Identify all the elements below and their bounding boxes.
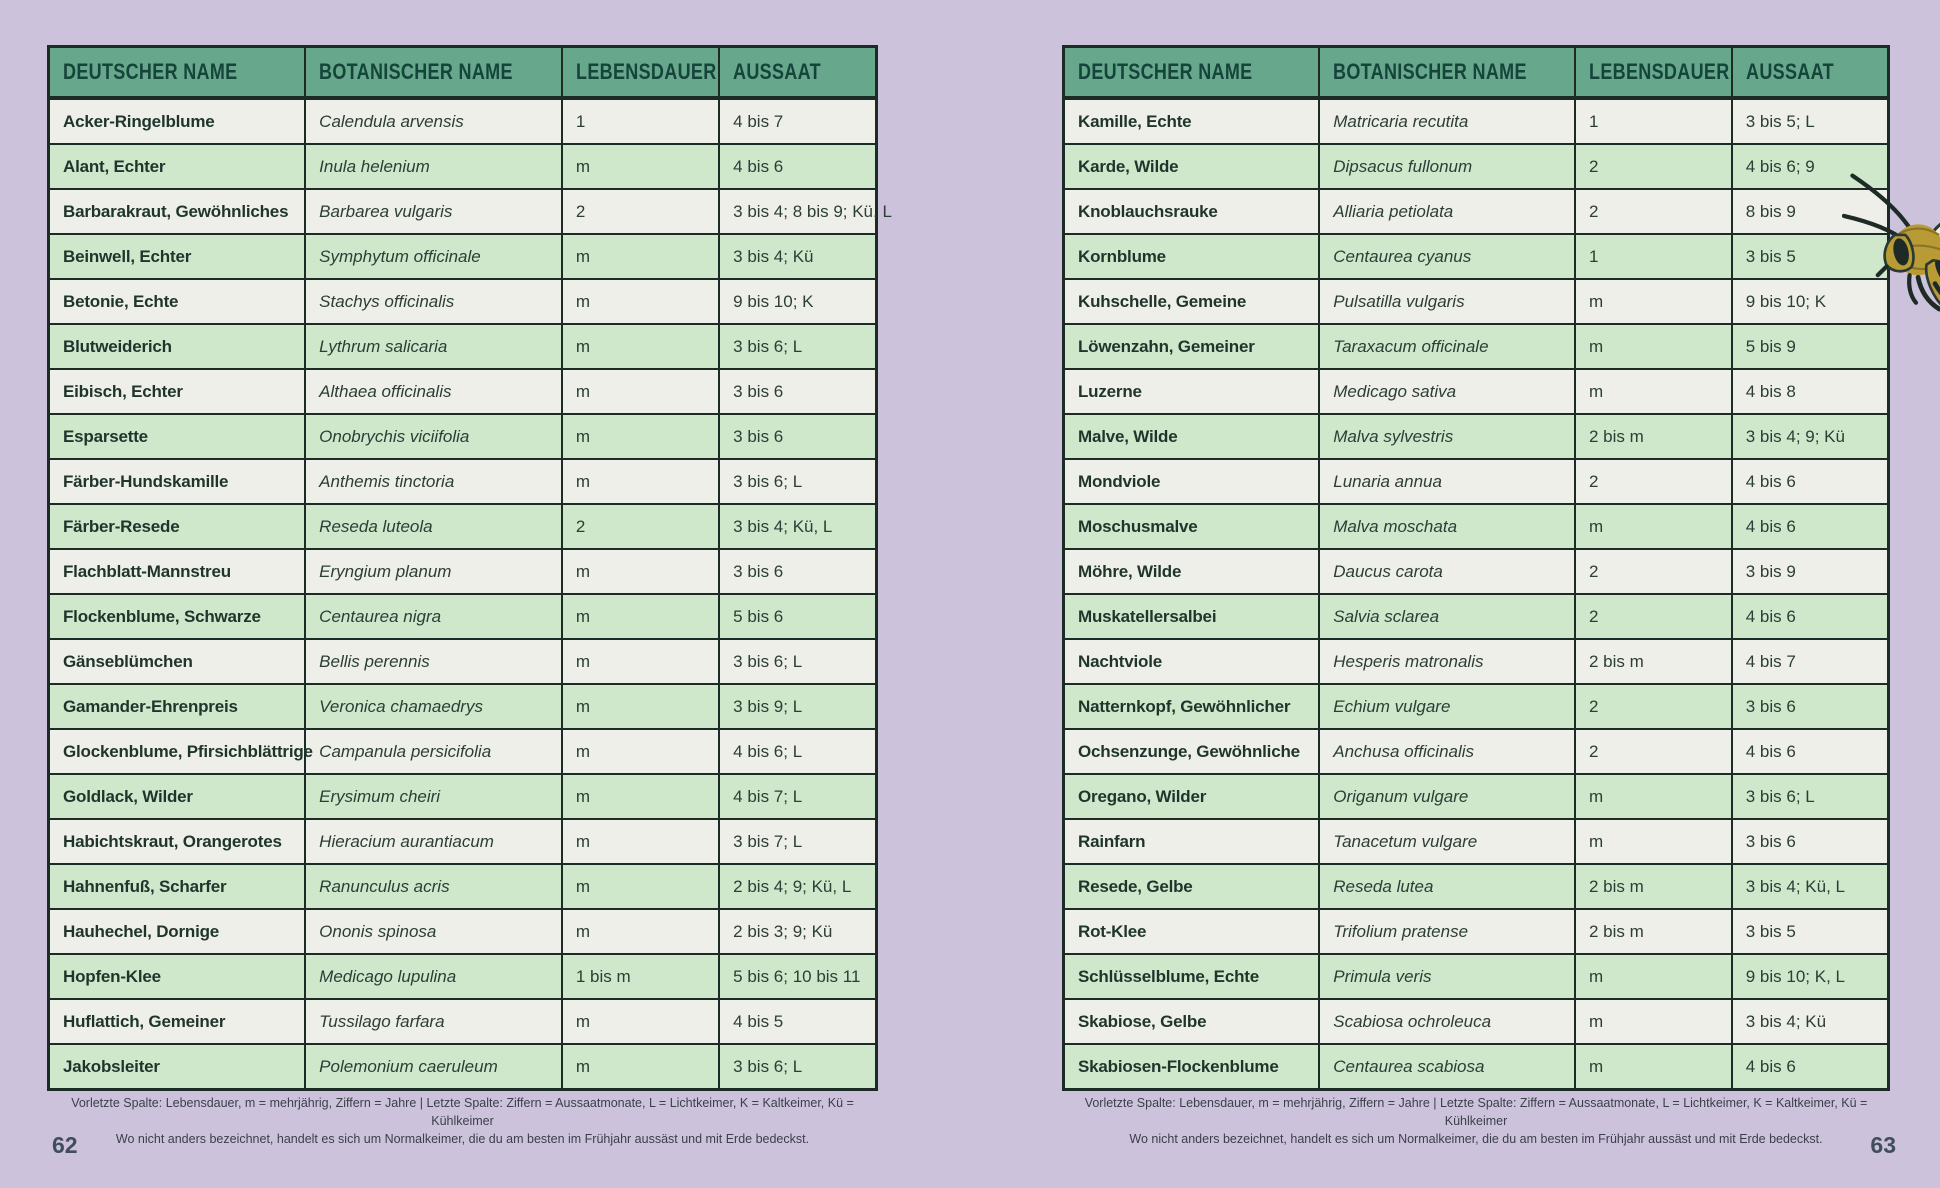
table-row <box>49 324 877 369</box>
footnote-line2: Wo nicht anders bezeichnet, handelt es sich um Normalkeimer, die du am besten im Frühjahr aussäst und mit Erde bedeckst. <box>115 1132 810 1147</box>
table-header-row <box>49 47 877 99</box>
cell-botanical-name: Campanula persicifolia <box>305 729 562 774</box>
cell-aussaat: 3 bis 9; L <box>719 684 876 729</box>
column-header: LEBENSDAUER <box>1575 47 1732 99</box>
cell-lebensdauer: m <box>562 729 719 774</box>
table-row <box>1064 1044 1889 1090</box>
cell-botanical-name: Erysimum cheiri <box>305 774 562 819</box>
cell-botanical-name: Dipsacus fullonum <box>1319 144 1575 189</box>
cell-aussaat: 9 bis 10; K, L <box>1732 954 1889 999</box>
cell-botanical-name: Centaurea scabiosa <box>1319 1044 1575 1090</box>
table-row <box>49 144 877 189</box>
plant-table-left <box>47 45 892 1091</box>
cell-botanical-name: Malva moschata <box>1319 504 1575 549</box>
cell-lebensdauer: 1 bis m <box>562 954 719 999</box>
table-row <box>49 98 877 144</box>
cell-aussaat: 2 bis 4; 9; Kü, L <box>719 864 876 909</box>
table-row <box>49 549 877 594</box>
table-row <box>1064 684 1889 729</box>
cell-botanical-name: Origanum vulgare <box>1319 774 1575 819</box>
cell-botanical-name: Polemonium caeruleum <box>305 1044 562 1090</box>
cell-botanical-name: Tussilago farfara <box>305 999 562 1044</box>
cell-lebensdauer: m <box>562 639 719 684</box>
cell-aussaat: 3 bis 4; 9; Kü <box>1732 414 1889 459</box>
table-row <box>1064 999 1889 1044</box>
cell-aussaat: 4 bis 6 <box>719 144 876 189</box>
cell-german-name: Hauhechel, Dornige <box>49 909 306 954</box>
cell-aussaat: 4 bis 6 <box>1732 504 1889 549</box>
cell-german-name: Flockenblume, Schwarze <box>49 594 306 639</box>
table-row <box>49 954 877 999</box>
cell-german-name: Gänseblümchen <box>49 639 306 684</box>
cell-botanical-name: Daucus carota <box>1319 549 1575 594</box>
cell-lebensdauer: m <box>1575 369 1732 414</box>
cell-german-name: Hahnenfuß, Scharfer <box>49 864 306 909</box>
page-number-right: 63 <box>1870 1132 1896 1158</box>
cell-german-name: Blutweiderich <box>49 324 306 369</box>
cell-aussaat: 4 bis 6 <box>1732 729 1889 774</box>
cell-botanical-name: Malva sylvestris <box>1319 414 1575 459</box>
cell-german-name: Rainfarn <box>1064 819 1320 864</box>
footnote-line1: Vorletzte Spalte: Lebensdauer, m = mehrjährig, Ziffern = Jahre | Letzte Spalte: Ziffern = Aussaatmonate, L = Lichtkeimer, K = Kaltkeimer, Kü = Kühlkeimer <box>71 1096 854 1129</box>
table-row <box>1064 819 1889 864</box>
cell-aussaat: 9 bis 10; K <box>1732 279 1889 324</box>
cell-aussaat: 2 bis 3; 9; Kü <box>719 909 876 954</box>
footnote-line1: Vorletzte Spalte: Lebensdauer, m = mehrjährig, Ziffern = Jahre | Letzte Spalte: Ziffern = Aussaatmonate, L = Lichtkeimer, K = Kaltkeimer, Kü = Kühlkeimer <box>1084 1096 1868 1129</box>
cell-german-name: Natternkopf, Gewöhnlicher <box>1064 684 1320 729</box>
cell-lebensdauer: 2 <box>1575 684 1732 729</box>
cell-aussaat: 4 bis 6; L <box>719 729 876 774</box>
cell-lebensdauer: 1 <box>562 98 719 144</box>
cell-aussaat: 4 bis 6 <box>1732 1044 1889 1090</box>
table-row <box>1064 369 1889 414</box>
cell-german-name: Karde, Wilde <box>1064 144 1320 189</box>
cell-aussaat: 3 bis 4; Kü <box>1732 999 1889 1044</box>
cell-german-name: Hopfen-Klee <box>49 954 306 999</box>
cell-aussaat: 3 bis 6; L <box>719 459 876 504</box>
cell-german-name: Möhre, Wilde <box>1064 549 1320 594</box>
cell-botanical-name: Centaurea nigra <box>305 594 562 639</box>
cell-aussaat: 3 bis 6 <box>719 369 876 414</box>
cell-botanical-name: Onobrychis viciifolia <box>305 414 562 459</box>
table-row <box>49 864 877 909</box>
cell-aussaat: 4 bis 6; 9 <box>1732 144 1889 189</box>
cell-botanical-name: Symphytum officinale <box>305 234 562 279</box>
cell-lebensdauer: m <box>562 369 719 414</box>
table-row <box>49 639 877 684</box>
table-row <box>1064 549 1889 594</box>
table-row <box>49 1044 877 1090</box>
cell-aussaat: 3 bis 7; L <box>719 819 876 864</box>
cell-botanical-name: Ononis spinosa <box>305 909 562 954</box>
cell-botanical-name: Inula helenium <box>305 144 562 189</box>
cell-lebensdauer: m <box>562 594 719 639</box>
table-row <box>1064 324 1889 369</box>
cell-german-name: Schlüsselblume, Echte <box>1064 954 1320 999</box>
cell-aussaat: 8 bis 9 <box>1732 189 1889 234</box>
cell-botanical-name: Veronica chamaedrys <box>305 684 562 729</box>
cell-german-name: Kuhschelle, Gemeine <box>1064 279 1320 324</box>
cell-german-name: Eibisch, Echter <box>49 369 306 414</box>
cell-botanical-name: Reseda lutea <box>1319 864 1575 909</box>
table-row <box>49 594 877 639</box>
cell-aussaat: 3 bis 6; L <box>719 324 876 369</box>
cell-german-name: Muskatellersalbei <box>1064 594 1320 639</box>
cell-aussaat: 4 bis 7; L <box>719 774 876 819</box>
cell-lebensdauer: 2 <box>1575 459 1732 504</box>
cell-german-name: Gamander-Ehrenpreis <box>49 684 306 729</box>
cell-lebensdauer: m <box>1575 774 1732 819</box>
table-row <box>49 459 877 504</box>
column-header: BOTANISCHER NAME <box>1319 47 1575 99</box>
cell-lebensdauer: m <box>562 774 719 819</box>
cell-german-name: Habichtskraut, Orangerotes <box>49 819 306 864</box>
cell-aussaat: 4 bis 6 <box>1732 459 1889 504</box>
cell-german-name: Oregano, Wilder <box>1064 774 1320 819</box>
cell-aussaat: 4 bis 5 <box>719 999 876 1044</box>
cell-lebensdauer: 1 <box>1575 98 1732 144</box>
cell-german-name: Glockenblume, Pfirsichblättrige <box>49 729 306 774</box>
table-row <box>1064 144 1889 189</box>
cell-german-name: Färber-Hundskamille <box>49 459 306 504</box>
cell-lebensdauer: m <box>562 549 719 594</box>
cell-botanical-name: Primula veris <box>1319 954 1575 999</box>
table-row <box>49 414 877 459</box>
cell-german-name: Mondviole <box>1064 459 1320 504</box>
cell-lebensdauer: 1 <box>1575 234 1732 279</box>
cell-lebensdauer: m <box>1575 819 1732 864</box>
cell-aussaat: 3 bis 5 <box>1732 234 1889 279</box>
cell-lebensdauer: m <box>1575 279 1732 324</box>
cell-lebensdauer: 2 <box>1575 549 1732 594</box>
cell-botanical-name: Anchusa officinalis <box>1319 729 1575 774</box>
cell-lebensdauer: m <box>562 459 719 504</box>
cell-botanical-name: Eryngium planum <box>305 549 562 594</box>
cell-german-name: Betonie, Echte <box>49 279 306 324</box>
cell-aussaat: 3 bis 9 <box>1732 549 1889 594</box>
cell-botanical-name: Anthemis tinctoria <box>305 459 562 504</box>
cell-german-name: Moschusmalve <box>1064 504 1320 549</box>
cell-botanical-name: Trifolium pratense <box>1319 909 1575 954</box>
table-row <box>1064 459 1889 504</box>
cell-aussaat: 4 bis 7 <box>719 98 876 144</box>
cell-german-name: Färber-Resede <box>49 504 306 549</box>
cell-german-name: Jakobsleiter <box>49 1044 306 1090</box>
cell-aussaat: 3 bis 4; Kü <box>719 234 876 279</box>
cell-lebensdauer: m <box>1575 954 1732 999</box>
cell-german-name: Nachtviole <box>1064 639 1320 684</box>
cell-lebensdauer: m <box>1575 324 1732 369</box>
column-header: AUSSAAT <box>1732 47 1889 99</box>
cell-aussaat: 3 bis 4; Kü, L <box>1732 864 1889 909</box>
legend-footnote-left <box>47 1094 878 1148</box>
table-row <box>1064 504 1889 549</box>
column-header: LEBENSDAUER <box>562 47 719 99</box>
cell-botanical-name: Stachys officinalis <box>305 279 562 324</box>
table-row <box>49 369 877 414</box>
cell-aussaat: 9 bis 10; K <box>719 279 876 324</box>
table-row <box>1064 234 1889 279</box>
cell-aussaat: 4 bis 8 <box>1732 369 1889 414</box>
cell-botanical-name: Echium vulgare <box>1319 684 1575 729</box>
cell-lebensdauer: m <box>562 279 719 324</box>
cell-lebensdauer: 2 <box>562 189 719 234</box>
cell-aussaat: 3 bis 6 <box>1732 684 1889 729</box>
table-row <box>1064 774 1889 819</box>
table-row <box>1064 909 1889 954</box>
cell-german-name: Skabiosen-Flockenblume <box>1064 1044 1320 1090</box>
cell-lebensdauer: 2 bis m <box>1575 639 1732 684</box>
cell-aussaat: 3 bis 6; L <box>719 639 876 684</box>
cell-lebensdauer: 2 <box>1575 189 1732 234</box>
cell-botanical-name: Calendula arvensis <box>305 98 562 144</box>
table-row <box>49 279 877 324</box>
column-header: DEUTSCHER NAME <box>1064 47 1320 99</box>
bee-icon <box>1842 146 1940 326</box>
table-row <box>1064 189 1889 234</box>
cell-lebensdauer: m <box>1575 504 1732 549</box>
column-header: BOTANISCHER NAME <box>305 47 562 99</box>
cell-german-name: Esparsette <box>49 414 306 459</box>
cell-botanical-name: Medicago sativa <box>1319 369 1575 414</box>
cell-botanical-name: Taraxacum officinale <box>1319 324 1575 369</box>
cell-botanical-name: Centaurea cyanus <box>1319 234 1575 279</box>
column-header: AUSSAAT <box>719 47 876 99</box>
cell-botanical-name: Alliaria petiolata <box>1319 189 1575 234</box>
cell-german-name: Barbarakraut, Gewöhnliches <box>49 189 306 234</box>
cell-aussaat: 3 bis 6; L <box>1732 774 1889 819</box>
cell-lebensdauer: m <box>1575 1044 1732 1090</box>
legend-footnote-right <box>1062 1094 1890 1148</box>
cell-botanical-name: Matricaria recutita <box>1319 98 1575 144</box>
cell-aussaat: 3 bis 4; 8 bis 9; Kü, L <box>719 189 876 234</box>
cell-aussaat: 3 bis 6 <box>719 549 876 594</box>
table-row <box>49 774 877 819</box>
cell-german-name: Rot-Klee <box>1064 909 1320 954</box>
cell-aussaat: 4 bis 6 <box>1732 594 1889 639</box>
cell-lebensdauer: 2 <box>1575 144 1732 189</box>
table-row <box>1064 639 1889 684</box>
cell-botanical-name: Medicago lupulina <box>305 954 562 999</box>
table-row <box>1064 594 1889 639</box>
table-row <box>1064 954 1889 999</box>
cell-lebensdauer: m <box>562 999 719 1044</box>
cell-german-name: Kornblume <box>1064 234 1320 279</box>
cell-german-name: Skabiose, Gelbe <box>1064 999 1320 1044</box>
table-row <box>49 909 877 954</box>
cell-lebensdauer: m <box>562 1044 719 1090</box>
cell-botanical-name: Lunaria annua <box>1319 459 1575 504</box>
footnote-line2: Wo nicht anders bezeichnet, handelt es sich um Normalkeimer, die du am besten im Frühjahr aussäst und mit Erde bedeckst. <box>1129 1132 1823 1147</box>
table-row <box>49 999 877 1044</box>
table-row <box>49 189 877 234</box>
cell-aussaat: 5 bis 9 <box>1732 324 1889 369</box>
cell-lebensdauer: 2 <box>562 504 719 549</box>
cell-lebensdauer: m <box>562 414 719 459</box>
cell-aussaat: 3 bis 6; L <box>719 1044 876 1090</box>
cell-german-name: Löwenzahn, Gemeiner <box>1064 324 1320 369</box>
cell-lebensdauer: m <box>562 144 719 189</box>
cell-german-name: Ochsenzunge, Gewöhnliche <box>1064 729 1320 774</box>
table-row <box>1064 279 1889 324</box>
cell-botanical-name: Salvia sclarea <box>1319 594 1575 639</box>
cell-lebensdauer: m <box>562 864 719 909</box>
cell-lebensdauer: 2 bis m <box>1575 414 1732 459</box>
table-row <box>49 819 877 864</box>
table-row <box>49 504 877 549</box>
cell-lebensdauer: 2 bis m <box>1575 909 1732 954</box>
cell-aussaat: 3 bis 5 <box>1732 909 1889 954</box>
cell-aussaat: 3 bis 6 <box>1732 819 1889 864</box>
cell-lebensdauer: 2 bis m <box>1575 864 1732 909</box>
table-header-row <box>1064 47 1889 99</box>
cell-german-name: Kamille, Echte <box>1064 98 1320 144</box>
cell-german-name: Flachblatt-Mannstreu <box>49 549 306 594</box>
table-row <box>49 684 877 729</box>
cell-german-name: Acker-Ringelblume <box>49 98 306 144</box>
cell-german-name: Malve, Wilde <box>1064 414 1320 459</box>
cell-botanical-name: Hesperis matronalis <box>1319 639 1575 684</box>
cell-botanical-name: Barbarea vulgaris <box>305 189 562 234</box>
cell-lebensdauer: m <box>1575 999 1732 1044</box>
cell-aussaat: 5 bis 6 <box>719 594 876 639</box>
cell-german-name: Luzerne <box>1064 369 1320 414</box>
cell-botanical-name: Scabiosa ochroleuca <box>1319 999 1575 1044</box>
table-row <box>1064 98 1889 144</box>
cell-german-name: Resede, Gelbe <box>1064 864 1320 909</box>
cell-german-name: Alant, Echter <box>49 144 306 189</box>
cell-lebensdauer: m <box>562 324 719 369</box>
cell-botanical-name: Tanacetum vulgare <box>1319 819 1575 864</box>
cell-german-name: Beinwell, Echter <box>49 234 306 279</box>
cell-botanical-name: Bellis perennis <box>305 639 562 684</box>
column-header: DEUTSCHER NAME <box>49 47 306 99</box>
cell-german-name: Knoblauchsrauke <box>1064 189 1320 234</box>
table-row <box>1064 729 1889 774</box>
table-row <box>1064 414 1889 459</box>
cell-lebensdauer: m <box>562 234 719 279</box>
cell-botanical-name: Althaea officinalis <box>305 369 562 414</box>
cell-botanical-name: Lythrum salicaria <box>305 324 562 369</box>
table-row <box>49 234 877 279</box>
cell-lebensdauer: m <box>562 819 719 864</box>
cell-german-name: Huflattich, Gemeiner <box>49 999 306 1044</box>
cell-lebensdauer: m <box>562 684 719 729</box>
table-row <box>49 729 877 774</box>
cell-botanical-name: Pulsatilla vulgaris <box>1319 279 1575 324</box>
cell-botanical-name: Reseda luteola <box>305 504 562 549</box>
table-row <box>1064 864 1889 909</box>
cell-aussaat: 3 bis 5; L <box>1732 98 1889 144</box>
cell-german-name: Goldlack, Wilder <box>49 774 306 819</box>
cell-lebensdauer: 2 <box>1575 594 1732 639</box>
cell-aussaat: 3 bis 6 <box>719 414 876 459</box>
cell-aussaat: 5 bis 6; 10 bis 11 <box>719 954 876 999</box>
plant-table-right <box>1062 45 1890 1091</box>
page-number-left: 62 <box>52 1132 78 1158</box>
cell-lebensdauer: m <box>562 909 719 954</box>
cell-aussaat: 3 bis 4; Kü, L <box>719 504 876 549</box>
cell-botanical-name: Hieracium aurantiacum <box>305 819 562 864</box>
cell-lebensdauer: 2 <box>1575 729 1732 774</box>
cell-aussaat: 4 bis 7 <box>1732 639 1889 684</box>
cell-botanical-name: Ranunculus acris <box>305 864 562 909</box>
